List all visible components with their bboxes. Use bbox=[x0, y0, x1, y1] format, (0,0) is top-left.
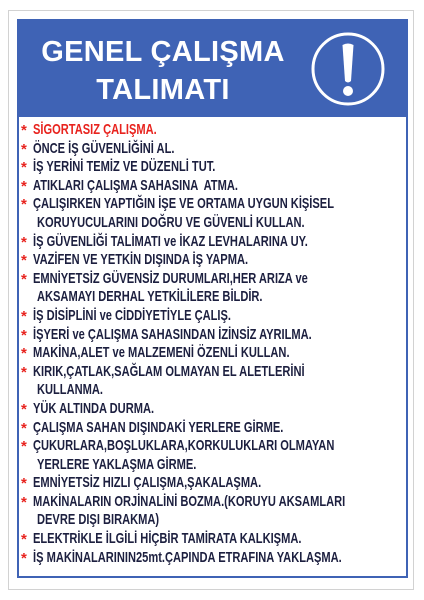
rule-text: SİGORTASIZ ÇALIŞMA. bbox=[33, 121, 157, 138]
bullet-asterisk: * bbox=[21, 326, 27, 344]
page-title bbox=[31, 33, 295, 109]
bullet-asterisk: * bbox=[21, 270, 27, 288]
sign-header bbox=[19, 21, 406, 117]
bullet-asterisk: * bbox=[21, 475, 27, 493]
bullet-asterisk: * bbox=[21, 140, 27, 158]
rule-line bbox=[20, 530, 404, 549]
rule-line bbox=[20, 381, 404, 400]
rule-text: ÖNCE İŞ GÜVENLİĞİNİ AL. bbox=[33, 139, 175, 157]
bullet-asterisk: * bbox=[21, 363, 27, 381]
rule-text: İŞ MAKİNALARININ25mt.ÇAPINDA ETRAFINA YAKLAŞMA. bbox=[33, 548, 342, 566]
bullet-asterisk: * bbox=[21, 252, 27, 270]
rule-line bbox=[20, 251, 404, 270]
rule-text: EMNİYETSİZ HIZLI ÇALIŞMA,ŞAKALAŞMA. bbox=[33, 474, 262, 492]
rule-item bbox=[20, 195, 404, 232]
rule-text: KIRIK,ÇATLAK,SAĞLAM OLMAYAN EL ALETLERİNİ bbox=[33, 362, 305, 380]
bullet-asterisk: * bbox=[21, 159, 27, 177]
rule-text: ÇUKURLARA,BOŞLUKLARA,KORKULUKLARI OLMAYAN bbox=[33, 437, 335, 455]
rule-text: ELEKTRİKLE İLGİLİ HİÇBİR TAMİRATA KALKIŞMA. bbox=[33, 530, 302, 548]
rule-line bbox=[20, 214, 404, 233]
rule-line bbox=[20, 511, 404, 530]
rule-line bbox=[20, 307, 404, 326]
rule-text: AKSAMAYI DERHAL YETKİLİLERE BİLDİR. bbox=[37, 288, 263, 306]
rule-item bbox=[20, 177, 404, 196]
rule-item bbox=[20, 121, 404, 140]
rule-line bbox=[20, 474, 404, 493]
bullet-asterisk: * bbox=[21, 196, 27, 214]
title-line-2: TALIMATI bbox=[96, 74, 230, 106]
rule-item bbox=[20, 493, 404, 530]
title-line-1: GENEL ÇALIŞMA bbox=[41, 36, 285, 68]
rule-text: MAKİNALARIN ORJİNALİNİ BOZMA.(KORUYU AKSAMLARI bbox=[33, 492, 346, 510]
rule-line bbox=[20, 121, 404, 140]
rule-text: İŞ GÜVENLİĞİ TALİMATI ve İKAZ LEVHALARINA UY. bbox=[33, 232, 308, 250]
rules-list bbox=[20, 121, 404, 573]
rule-text: DEVRE DIŞI BIRAKMA) bbox=[37, 511, 160, 529]
bullet-asterisk: * bbox=[21, 400, 27, 418]
bullet-asterisk: * bbox=[21, 549, 27, 567]
rule-text: ÇALIŞMA SAHAN DIŞINDAKİ YERLERE GİRME. bbox=[33, 418, 284, 436]
rule-line bbox=[20, 363, 404, 382]
rule-text: YERLERE YAKLAŞMA GİRME. bbox=[37, 455, 197, 473]
rule-item bbox=[20, 251, 404, 270]
bullet-asterisk: * bbox=[21, 122, 27, 139]
rule-text: KULLANMA. bbox=[37, 381, 103, 399]
rule-line bbox=[20, 195, 404, 214]
bullet-asterisk: * bbox=[21, 345, 27, 363]
rule-line bbox=[20, 456, 404, 475]
rule-text: MAKİNA,ALET ve MALZEMENİ ÖZENLİ KULLAN. bbox=[33, 344, 290, 362]
bullet-asterisk: * bbox=[21, 438, 27, 456]
rule-line bbox=[20, 493, 404, 512]
bullet-asterisk: * bbox=[21, 531, 27, 549]
rule-text: YÜK ALTINDA DURMA. bbox=[33, 399, 155, 417]
rule-text: İŞ YERİNİ TEMİZ VE DÜZENLİ TUT. bbox=[33, 158, 216, 176]
bullet-asterisk: * bbox=[21, 493, 27, 511]
rule-text: İŞ DİSİPLİNİ ve CİDDİYETİYLE ÇALIŞ. bbox=[33, 306, 231, 324]
rule-text: KORUYUCULARINI DOĞRU VE GÜVENLİ KULLAN. bbox=[37, 213, 305, 231]
rule-line bbox=[20, 437, 404, 456]
rule-line bbox=[20, 288, 404, 307]
rule-item bbox=[20, 307, 404, 326]
rule-line bbox=[20, 326, 404, 345]
rule-item bbox=[20, 474, 404, 493]
rule-line bbox=[20, 344, 404, 363]
rule-line bbox=[20, 177, 404, 196]
bullet-asterisk: * bbox=[21, 307, 27, 325]
bullet-asterisk: * bbox=[21, 177, 27, 195]
rule-item bbox=[20, 419, 404, 438]
rule-line bbox=[20, 419, 404, 438]
bullet-asterisk: * bbox=[21, 419, 27, 437]
rule-line bbox=[20, 158, 404, 177]
rule-item bbox=[20, 140, 404, 159]
rule-line bbox=[20, 400, 404, 419]
rule-item bbox=[20, 326, 404, 345]
rule-line bbox=[20, 270, 404, 289]
rule-item bbox=[20, 549, 404, 568]
rule-text: ATIKLARI ÇALIŞMA SAHASINA ATMA. bbox=[33, 176, 238, 194]
bullet-asterisk: * bbox=[21, 233, 27, 251]
rule-text: İŞYERİ ve ÇALIŞMA SAHASINDAN İZİNSİZ AYRILMA. bbox=[33, 325, 312, 343]
exclamation-icon bbox=[308, 29, 388, 109]
rule-item bbox=[20, 530, 404, 549]
rule-item bbox=[20, 437, 404, 474]
rule-item bbox=[20, 270, 404, 307]
rule-line bbox=[20, 549, 404, 568]
rule-line bbox=[20, 140, 404, 159]
rule-text: EMNİYETSİZ GÜVENSİZ DURUMLARI,HER ARIZA ve bbox=[33, 269, 308, 287]
rule-item bbox=[20, 363, 404, 400]
rule-item bbox=[20, 400, 404, 419]
rule-text: VAZİFEN VE YETKİN DIŞINDA İŞ YAPMA. bbox=[33, 251, 249, 269]
rule-item bbox=[20, 158, 404, 177]
rule-item bbox=[20, 233, 404, 252]
rule-text: ÇALIŞIRKEN YAPTIĞIN İŞE VE ORTAMA UYGUN KİŞİSEL bbox=[33, 195, 334, 213]
rule-item bbox=[20, 344, 404, 363]
rule-line bbox=[20, 233, 404, 252]
